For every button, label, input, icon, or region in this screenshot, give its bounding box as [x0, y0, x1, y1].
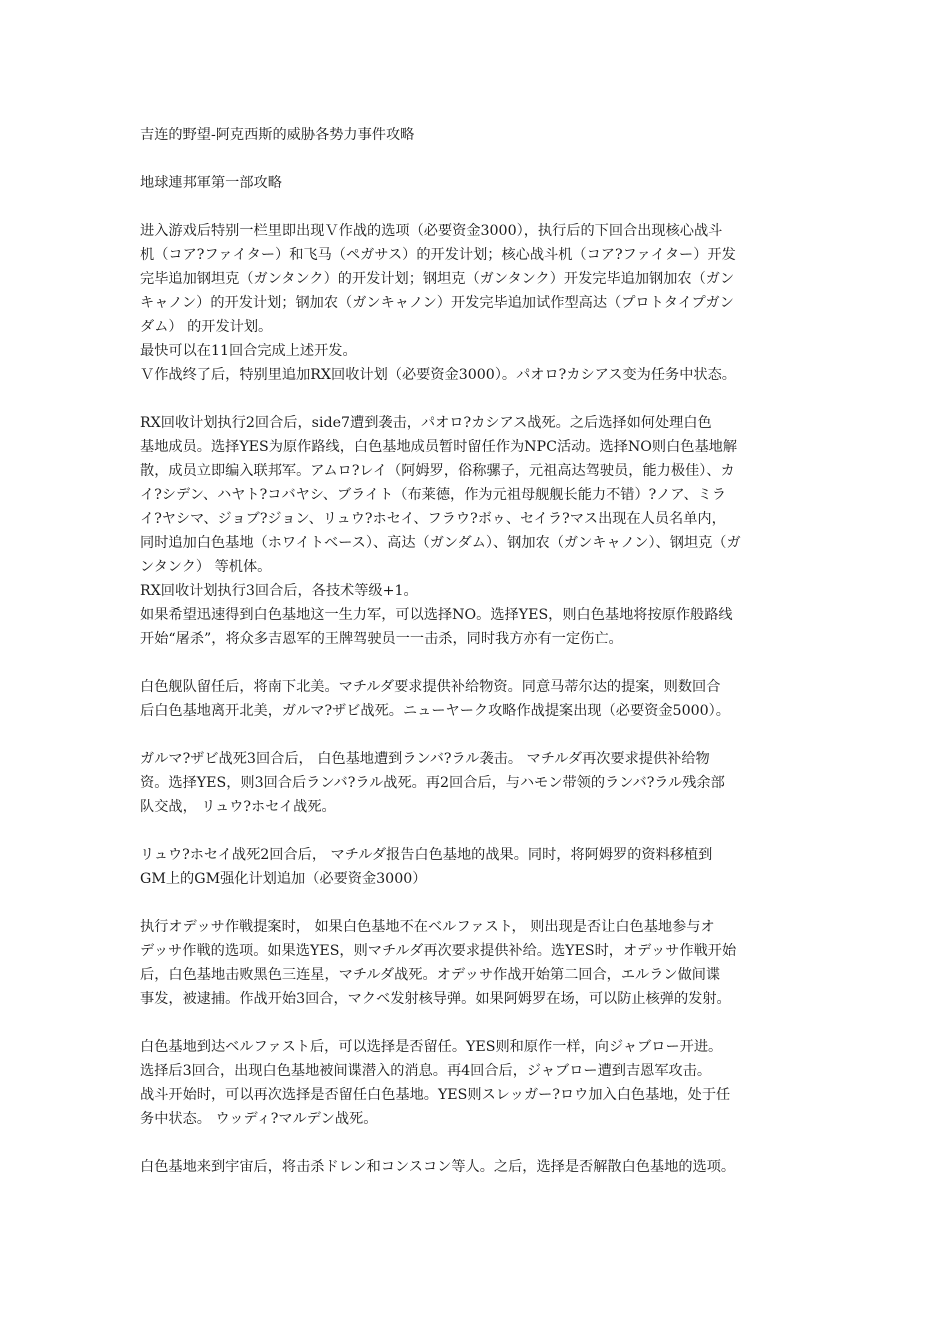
paragraph-line: 进入游戏后特别一栏里即出现Ｖ作战的选项（必要资金3000），执行后的下回合出现核心战斗 — [140, 223, 723, 239]
paragraph-line: 开始“屠杀”，将众多吉恩军的王牌驾驶员一一击杀，同时我方亦有一定伤亡。 — [140, 631, 623, 647]
paragraph-line: 资。选择YES，则3回合后ランバ?ラル战死。再2回合后，与ハモン带领的ランバ?ラル残余部 — [140, 775, 725, 791]
paragraph-line: デッサ作戦的选项。如果选YES，则マチルダ再次要求提供补给。选YES时，オデッサ作戦开始 — [140, 943, 737, 959]
paragraph-line: イ?シデン、ハヤト?コバヤシ、ブライト（布莱德，作为元祖母舰舰长能力不错）?ノア、ミラ — [140, 487, 727, 503]
paragraph-gap — [140, 1011, 830, 1035]
paragraph-space — [140, 1155, 830, 1179]
paragraph-line: 白色舰队留任后，将南下北美。マチルダ要求提供补给物资。同意马蒂尔达的提案，则数回合 — [140, 679, 721, 695]
paragraph-line: GM上的GM强化计划追加（必要资金3000） — [140, 871, 427, 887]
paragraph-line: 队交战， リュウ?ホセイ战死。 — [140, 799, 336, 815]
paragraph-line: 白色基地来到宇宙后，将击杀ドレン和コンスコン等人。之后，选择是否解散白色基地的选项。 — [140, 1159, 736, 1175]
paragraph-garma-death — [140, 747, 830, 819]
paragraph-line: 战斗开始时，可以再次选择是否留任白色基地。YES则スレッガー?ロウ加入白色基地，处于任 — [140, 1087, 731, 1103]
paragraph-line: 执行オデッサ作戦提案时， 如果白色基地不在ベルファスト， 则出现是否让白色基地参与オ — [140, 919, 715, 935]
paragraph-line: 白色基地到达ベルファスト后，可以选择是否留任。YES则和原作一样，向ジャブロー开进。 — [140, 1039, 723, 1055]
paragraph-line: 最快可以在11回合完成上述开发。 — [140, 343, 357, 359]
paragraph-rx-recovery — [140, 411, 830, 651]
paragraph-line: 如果希望迅速得到白色基地这一生力军，可以选择NO。选择YES，则白色基地将按原作般路线 — [140, 607, 733, 623]
paragraph-line: RX回收计划执行2回合后，side7遭到袭击，パオロ?カシアス战死。之后选择如何处理白色 — [140, 415, 712, 431]
paragraph-line: RX回收计划执行3回合后，各技术等级+1。 — [140, 583, 418, 599]
paragraph-line: キャノン）的开发计划；钢加农（ガンキャノン）开发完毕追加试作型高达（プロトタイプガン — [140, 295, 734, 311]
paragraph-line: 务中状态。 ウッディ?マルデン战死。 — [140, 1111, 378, 1127]
paragraph-north-america — [140, 675, 830, 723]
paragraph-line: 事发，被逮捕。作战开始3回合，マクベ发射核导弹。如果阿姆罗在场，可以防止核弹的发射。 — [140, 991, 731, 1007]
paragraph-gap — [140, 1131, 830, 1155]
paragraph-line: 散，成员立即编入联邦军。アムロ?レイ（阿姆罗，俗称骡子，元祖高达驾驶员，能力极佳）、カ — [140, 463, 735, 479]
paragraph-line: リュウ?ホセイ战死2回合后， マチルダ报告白色基地的战果。同时，将阿姆罗的资料移植到 — [140, 847, 713, 863]
paragraph-line: 机（コア?ファイター）和飞马（ペガサス）的开发计划；核心战斗机（コア?ファイター）开发 — [140, 247, 736, 263]
paragraph-line: 后白色基地离开北美，ガルマ?ザビ战死。ニューヤーク攻略作战提案出现（必要资金5000）。 — [140, 703, 730, 719]
document-body — [140, 123, 830, 1179]
paragraph-gap — [140, 819, 830, 843]
paragraph-line: 选择后3回合，出现白色基地被间谍潜入的消息。再4回合后，ジャブロー遭到吉恩军攻击。 — [140, 1063, 712, 1079]
paragraph-line: 后，白色基地击败黑色三连星，マチルダ战死。オデッサ作战开始第二回合，エルラン做间谍 — [140, 967, 721, 983]
section-title: 地球連邦軍第一部攻略 — [140, 175, 282, 191]
paragraph-v-operation — [140, 219, 830, 387]
paragraph-gap — [140, 891, 830, 915]
paragraph-line: 同时追加白色基地（ホワイトベース）、高达（ガンダム）、钢加农（ガンキャノン）、钢坦克（ガ — [140, 535, 741, 551]
document-title: 吉连的野望-阿克西斯的威胁各势力事件攻略 — [140, 127, 415, 143]
paragraph-line: 基地成员。选择YES为原作路线，白色基地成员暂时留任作为NPC活动。选择NO则白色基地解 — [140, 439, 738, 455]
paragraph-belfast — [140, 1035, 830, 1131]
paragraph-gap — [140, 723, 830, 747]
paragraph-ryu-death — [140, 843, 830, 891]
paragraph-gap — [140, 387, 830, 411]
paragraph-line: ガルマ?ザビ战死3回合后， 白色基地遭到ランバ?ラル袭击。 マチルダ再次要求提供补给物 — [140, 751, 710, 767]
paragraph-odessa — [140, 915, 830, 1011]
paragraph-line: Ｖ作战终了后，特别里追加RX回收计划（必要资金3000）。パオロ?カシアス变为任务中状态。 — [140, 367, 736, 383]
paragraph-line: ンタンク） 等机体。 — [140, 559, 272, 575]
paragraph-gap — [140, 651, 830, 675]
paragraph-line: イ?ヤシマ、ジョブ?ジョン、リュウ?ホセイ、フラウ?ボゥ、セイラ?マス出现在人员名单内， — [140, 511, 726, 527]
paragraph-line: 完毕追加钢坦克（ガンタンク）的开发计划；钢坦克（ガンタンク）开发完毕追加钢加农（ガン — [140, 271, 735, 287]
paragraph-line: ダム） 的开发计划。 — [140, 319, 273, 335]
